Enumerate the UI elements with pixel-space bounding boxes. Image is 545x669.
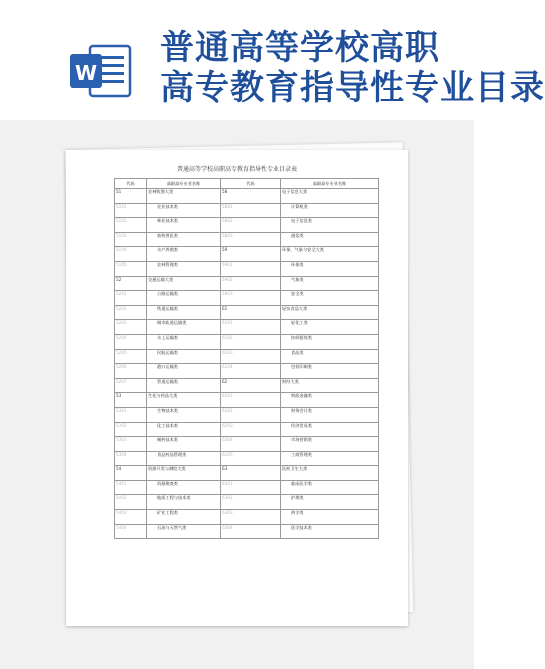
major-name-cell: 资源勘查类 [147, 480, 221, 495]
table-row [115, 349, 379, 364]
code-cell: 6101 [221, 320, 281, 335]
table-row [115, 276, 379, 291]
major-name-cell: 林业技术类 [147, 218, 221, 233]
table-row [115, 247, 379, 262]
code-cell: 6302 [221, 495, 281, 510]
major-name-cell: 医药卫生大类 [281, 466, 379, 481]
code-cell: 51 [115, 189, 147, 204]
code-cell: 5404 [115, 524, 147, 539]
code-cell: 54 [115, 466, 147, 481]
major-name-cell: 化工技术类 [147, 422, 221, 437]
major-name-cell: 石油与天然气类 [147, 524, 221, 539]
major-name-cell: 食品类 [281, 349, 379, 364]
major-name-cell: 护理类 [281, 495, 379, 510]
table-row [115, 495, 379, 510]
header-code-left: 代码 [115, 179, 147, 189]
major-name-cell: 畜牧兽医类 [147, 232, 221, 247]
code-cell: 5801 [221, 203, 281, 218]
code-cell: 52 [115, 276, 147, 291]
table-row [115, 291, 379, 306]
code-cell: 6303 [221, 510, 281, 525]
code-cell: 5103 [115, 232, 147, 247]
major-name-cell: 计算机类 [281, 203, 379, 218]
major-name-cell: 经济贸易类 [281, 422, 379, 437]
code-cell: 5101 [115, 203, 147, 218]
major-name-cell: 地质工程与技术类 [147, 495, 221, 510]
major-name-cell: 临床医学类 [281, 480, 379, 495]
header-code-right: 代码 [221, 179, 281, 189]
code-cell: 5903 [221, 291, 281, 306]
table-row [115, 189, 379, 204]
code-cell: 5204 [115, 334, 147, 349]
code-cell: 6103 [221, 349, 281, 364]
major-name-cell: 电子信息类 [281, 218, 379, 233]
major-name-cell: 药学类 [281, 510, 379, 525]
code-cell: 61 [221, 305, 281, 320]
table-row [115, 407, 379, 422]
table-body [115, 189, 379, 539]
header-name-right: 高职高专专业名称 [281, 179, 379, 189]
document-title: 普通高等学校高职高专教育指导性专业目录表 [176, 166, 297, 173]
code-cell: 5301 [115, 407, 147, 422]
major-name-cell: 生化与药品大类 [147, 393, 221, 408]
major-name-cell: 安全类 [281, 291, 379, 306]
code-cell: 6304 [221, 524, 281, 539]
table-row [115, 437, 379, 452]
major-name-cell: 纺织服装类 [281, 334, 379, 349]
code-cell: 5302 [115, 422, 147, 437]
table-row [115, 364, 379, 379]
major-name-cell: 水上运输类 [147, 334, 221, 349]
code-cell: 5105 [115, 261, 147, 276]
table-row [115, 218, 379, 233]
code-cell: 5104 [115, 247, 147, 262]
word-icon-letter: W [74, 61, 98, 85]
major-name-cell: 农业技术类 [147, 203, 221, 218]
major-name-cell: 电子信息大类 [281, 189, 379, 204]
code-cell: 5303 [115, 437, 147, 452]
major-name-cell: 管道运输类 [147, 378, 221, 393]
code-cell: 6201 [221, 393, 281, 408]
word-icon [68, 40, 134, 102]
major-name-cell: 民航运输类 [147, 349, 221, 364]
table-row [115, 261, 379, 276]
code-cell: 6102 [221, 334, 281, 349]
code-cell: 5203 [115, 320, 147, 335]
table-row [115, 510, 379, 525]
code-cell: 5402 [115, 495, 147, 510]
code-cell: 6204 [221, 437, 281, 452]
code-cell: 5304 [115, 451, 147, 466]
major-name-cell: 制药技术类 [147, 437, 221, 452]
major-name-cell: 医学技术类 [281, 524, 379, 539]
major-name-cell: 轻化工类 [281, 320, 379, 335]
banner-title-line2: 高专教育指导性专业目录 [160, 68, 545, 108]
code-cell: 58 [221, 189, 281, 204]
header-name-left: 高职高专专业名称 [147, 179, 221, 189]
banner-title-line1: 普通高等学校高职 [160, 28, 440, 68]
code-cell: 5902 [221, 276, 281, 291]
major-name-cell: 农林管理类 [147, 261, 221, 276]
table-row [115, 480, 379, 495]
code-cell: 5202 [115, 305, 147, 320]
code-cell: 5201 [115, 291, 147, 306]
major-name-cell: 铁道运输类 [147, 305, 221, 320]
major-name-cell: 气象类 [281, 276, 379, 291]
code-cell: 6301 [221, 480, 281, 495]
table-row [115, 203, 379, 218]
major-name-cell: 资源开发与测绘大类 [147, 466, 221, 481]
table-row [115, 466, 379, 481]
code-cell: 5206 [115, 364, 147, 379]
major-name-cell: 食品药品管理类 [147, 451, 221, 466]
code-cell: 5803 [221, 232, 281, 247]
table-row [115, 232, 379, 247]
code-cell: 6205 [221, 451, 281, 466]
banner-title [160, 28, 545, 108]
table-header-row [115, 179, 379, 189]
table-row [115, 334, 379, 349]
table-row [115, 524, 379, 539]
code-cell: 5901 [221, 261, 281, 276]
code-cell: 6203 [221, 422, 281, 437]
major-name-cell: 公路运输类 [147, 291, 221, 306]
code-cell: 5802 [221, 218, 281, 233]
major-name-cell: 市场营销类 [281, 437, 379, 452]
major-name-cell: 财务会计类 [281, 407, 379, 422]
major-name-cell: 交通运输大类 [147, 276, 221, 291]
major-name-cell: 港口运输类 [147, 364, 221, 379]
major-name-cell: 工商管理类 [281, 451, 379, 466]
major-name-cell: 生物技术类 [147, 407, 221, 422]
major-name-cell: 环保、气象与安全大类 [281, 247, 379, 262]
major-name-cell: 包装印刷类 [281, 364, 379, 379]
code-cell: 59 [221, 247, 281, 262]
code-cell: 53 [115, 393, 147, 408]
code-cell: 6202 [221, 407, 281, 422]
major-name-cell: 农林牧渔大类 [147, 189, 221, 204]
major-name-cell: 城市轨道运输类 [147, 320, 221, 335]
document-page [66, 150, 408, 626]
major-name-cell: 水产养殖类 [147, 247, 221, 262]
major-directory-table [114, 178, 379, 539]
major-name-cell: 财政金融类 [281, 393, 379, 408]
major-name-cell: 通信类 [281, 232, 379, 247]
major-name-cell: 财经大类 [281, 378, 379, 393]
code-cell: 6104 [221, 364, 281, 379]
major-name-cell: 矿业工程类 [147, 510, 221, 525]
banner [0, 0, 545, 120]
code-cell: 5207 [115, 378, 147, 393]
code-cell: 5403 [115, 510, 147, 525]
code-cell: 62 [221, 378, 281, 393]
table-row [115, 393, 379, 408]
table-row [115, 305, 379, 320]
code-cell: 5102 [115, 218, 147, 233]
table-row [115, 378, 379, 393]
table-row [115, 422, 379, 437]
table-row [115, 320, 379, 335]
major-name-cell: 轻纺食品大类 [281, 305, 379, 320]
major-name-cell: 环保类 [281, 261, 379, 276]
code-cell: 5205 [115, 349, 147, 364]
table-row [115, 451, 379, 466]
code-cell: 5401 [115, 480, 147, 495]
code-cell: 63 [221, 466, 281, 481]
